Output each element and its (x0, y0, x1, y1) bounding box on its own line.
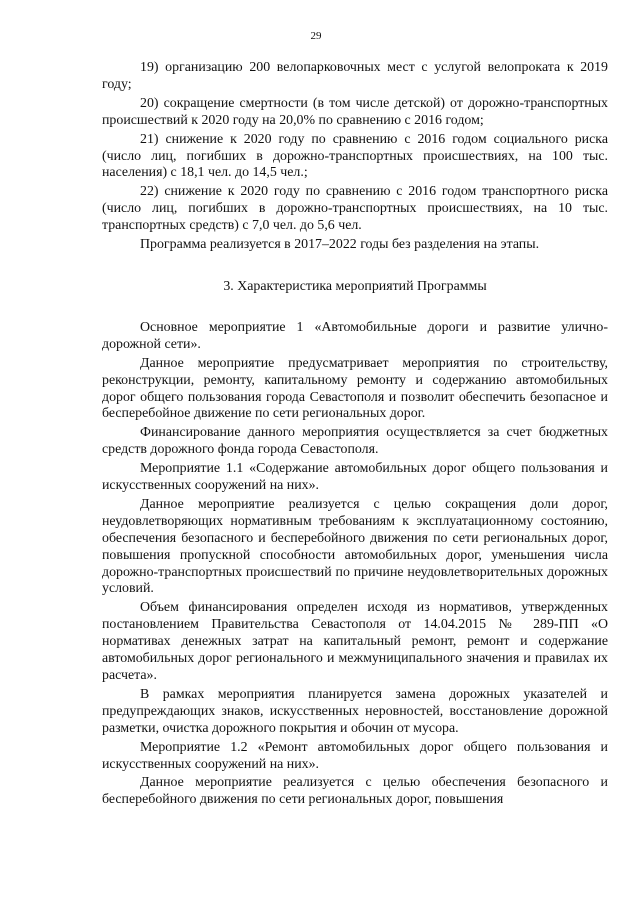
paragraph: Объем финансирования определен исходя из нормативов, утвержденных постановлением Правительства Севастополя от 14.04.2015 № 289-ПП «О нормативах денежных затрат на капитальный ремонт, ремонт и содержание автомобильных дорог регионального и межмуниципального значения и правилах их расчета». (102, 600, 608, 683)
paragraph: Данное мероприятие предусматривает мероприятия по строительству, реконструкции, ремонту, капитальному ремонту и содержанию автомобильных дорог общего пользования города Севастополя и позволит обеспечить безопасное и бесперебойное движение по сети региональных дорог. (102, 355, 608, 422)
paragraph: Основное мероприятие 1 «Автомобильные дороги и развитие улично-дорожной сети». (102, 319, 608, 352)
paragraph: Мероприятие 1.2 «Ремонт автомобильных дорог общего пользования и искусственных сооружений на них». (102, 739, 608, 772)
paragraph: Финансирование данного мероприятия осуществляется за счет бюджетных средств дорожного фонда города Севастополя. (102, 425, 608, 458)
section-heading: 3. Характеристика мероприятий Программы (223, 278, 487, 294)
list-item: 21) снижение к 2020 году по сравнению с 2016 годом социального риска (число лиц, погибших в дорожно-транспортных происшествиях, на 100 тыс. населения) с 18,1 чел. до 14,5 чел.; (102, 131, 608, 181)
paragraph: В рамках мероприятия планируется замена дорожных указателей и предупреждающих знаков, искусственных неровностей, восстановление дорожной разметки, очистка дорожного покрытия и обочин от мусора. (102, 686, 608, 736)
document-body (102, 60, 608, 809)
paragraph: Данное мероприятие реализуется с целью сокращения доли дорог, неудовлетворяющих нормативным требованиям к эксплуатационному состоянию, обеспечения безопасного и бесперебойного движения по сети региональных дорог, повышения пропускной способности автомобильных дорог, уменьшения числа дорожно-транспортных происшествий по причине неудовлетворительных дорожных условий. (102, 496, 608, 597)
list-item: 20) сокращение смертности (в том числе детской) от дорожно-транспортных происшествий к 2020 году на 20,0% по сравнению с 2016 годом; (102, 95, 608, 128)
page-number: 29 (310, 30, 322, 42)
list-item: 19) организацию 200 велопарковочных мест с услугой велопроката к 2019 году; (102, 60, 608, 92)
list-item: 22) снижение к 2020 году по сравнению с 2016 годом транспортного риска (число лиц, погибших в дорожно-транспортных происшествиях, на 10 тыс. транспортных средств) с 7,0 чел. до 5,6 чел. (102, 184, 608, 234)
paragraph: Программа реализуется в 2017–2022 годы без разделения на этапы. (140, 237, 540, 253)
paragraph: Мероприятие 1.1 «Содержание автомобильных дорог общего пользования и искусственных сооружений на них». (102, 461, 608, 494)
paragraph: Данное мероприятие реализуется с целью обеспечения безопасного и бесперебойного движения по сети региональных дорог, повышения (102, 775, 608, 808)
